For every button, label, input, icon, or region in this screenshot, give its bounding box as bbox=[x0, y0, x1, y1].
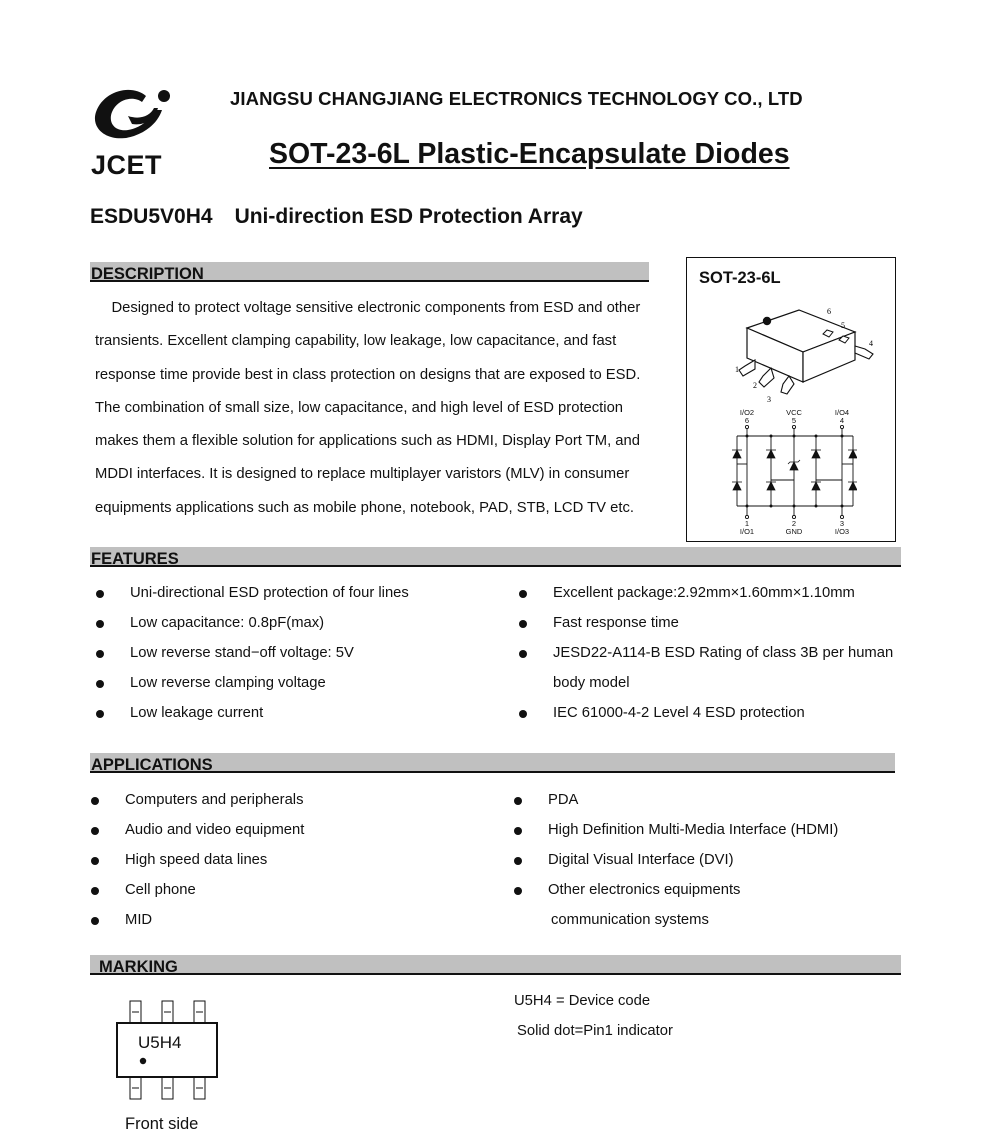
feature-text: JESD22-A114-B ESD Rating of class 3B per human bbox=[553, 645, 894, 661]
bullet-icon bbox=[514, 857, 522, 865]
list-item bbox=[519, 578, 893, 608]
feature-text: Fast response time bbox=[553, 615, 679, 631]
pin-number-label: 2 bbox=[753, 381, 757, 390]
application-text: Digital Visual Interface (DVI) bbox=[548, 852, 734, 868]
jcet-logo-icon bbox=[88, 86, 178, 151]
pin-number-label: 6 bbox=[827, 307, 831, 316]
pin-label-bottom: I/O3 bbox=[834, 527, 850, 536]
feature-text: Low leakage current bbox=[130, 705, 264, 721]
pin-label-top: I/O4 bbox=[834, 408, 850, 417]
marking-heading bbox=[90, 955, 901, 975]
application-text: MID bbox=[125, 912, 153, 928]
marking-heading-label: MARKING bbox=[99, 958, 178, 976]
feature-text: body model bbox=[553, 675, 630, 691]
pin-label-top: VCC bbox=[786, 408, 802, 417]
list-item bbox=[519, 698, 893, 728]
bullet-icon bbox=[96, 620, 104, 628]
features-list-left bbox=[96, 578, 409, 728]
list-item bbox=[96, 608, 409, 638]
list-item bbox=[514, 845, 838, 875]
features-list-right bbox=[519, 578, 893, 728]
list-item-continuation bbox=[519, 668, 893, 698]
list-item bbox=[519, 638, 893, 668]
description-paragraph bbox=[95, 292, 655, 525]
bullet-icon bbox=[519, 620, 527, 628]
bullet-icon bbox=[514, 797, 522, 805]
application-text: communication systems bbox=[551, 912, 709, 928]
pin1-dot-icon bbox=[140, 1058, 146, 1064]
list-item bbox=[96, 578, 409, 608]
pin-number-top: 6 bbox=[744, 416, 750, 425]
description-line: makes them a flexible solution for applications such as HDMI, Display Port TM, and bbox=[95, 433, 640, 450]
features-heading bbox=[90, 547, 901, 567]
bullet-icon bbox=[519, 650, 527, 658]
pin-number-bottom: 1 bbox=[744, 519, 750, 528]
device-code-mark: U5H4 bbox=[138, 1033, 182, 1052]
description-heading-label: DESCRIPTION bbox=[91, 265, 204, 283]
feature-text: Low capacitance: 0.8pF(max) bbox=[130, 615, 325, 631]
list-item bbox=[514, 785, 838, 815]
pin-label-bottom: I/O1 bbox=[739, 527, 755, 536]
list-item bbox=[91, 815, 304, 845]
feature-text: Low reverse clamping voltage bbox=[130, 675, 326, 691]
application-text: Other electronics equipments bbox=[548, 882, 741, 898]
pin-label-bottom: GND bbox=[785, 527, 803, 536]
package-label: SOT-23-6L bbox=[699, 269, 781, 287]
feature-text: Uni-directional ESD protection of four lines bbox=[130, 585, 409, 601]
pin-number-top: 5 bbox=[791, 416, 797, 425]
pin-number-label: 1 bbox=[735, 365, 739, 374]
bullet-icon bbox=[519, 590, 527, 598]
description-line: The combination of small size, low capacitance, and high level of ESD protection bbox=[95, 399, 624, 416]
bullet-icon bbox=[96, 590, 104, 598]
part-heading bbox=[90, 205, 583, 229]
features-heading-label: FEATURES bbox=[91, 550, 179, 568]
bullet-icon bbox=[514, 827, 522, 835]
bullet-icon bbox=[519, 710, 527, 718]
bullet-icon bbox=[96, 650, 104, 658]
description-line: equipments applications such as mobile phone, notebook, PAD, STB, LCD TV etc. bbox=[95, 499, 635, 516]
list-item bbox=[91, 875, 304, 905]
pin-number-bottom: 2 bbox=[791, 519, 797, 528]
list-item bbox=[519, 608, 893, 638]
pin-number-bottom: 3 bbox=[839, 519, 845, 528]
bullet-icon bbox=[91, 887, 99, 895]
application-text: Cell phone bbox=[125, 882, 196, 898]
list-item bbox=[96, 698, 409, 728]
feature-text: Excellent package:2.92mm×1.60mm×1.10mm bbox=[553, 585, 855, 601]
pin-number-label: 5 bbox=[841, 321, 845, 330]
marking-diagram bbox=[112, 998, 224, 1102]
marking-note-device-code: U5H4 = Device code bbox=[514, 993, 651, 1009]
pin-number-label: 4 bbox=[869, 339, 873, 348]
package-figure bbox=[686, 257, 896, 542]
bullet-icon bbox=[91, 797, 99, 805]
pin-number-top: 4 bbox=[839, 416, 845, 425]
applications-list-right bbox=[514, 785, 838, 935]
applications-list-left bbox=[91, 785, 304, 935]
application-text: Computers and peripherals bbox=[125, 792, 304, 808]
applications-heading-label: APPLICATIONS bbox=[91, 756, 213, 774]
part-number: ESDU5V0H4 bbox=[90, 205, 213, 228]
description-line: Designed to protect voltage sensitive electronic components from ESD and other bbox=[95, 300, 641, 316]
application-text: Audio and video equipment bbox=[125, 822, 305, 838]
pin-number-label: 3 bbox=[767, 395, 771, 404]
list-item bbox=[91, 845, 304, 875]
list-item-continuation bbox=[514, 905, 838, 935]
internal-schematic-diagram bbox=[727, 406, 857, 536]
marking-note-pin1: Solid dot=Pin1 indicator bbox=[517, 1023, 673, 1039]
list-item bbox=[96, 638, 409, 668]
description-line: MDDI interfaces. It is designed to replace multiplayer varistors (MLV) in consumer bbox=[95, 466, 630, 483]
bullet-icon bbox=[91, 827, 99, 835]
document-title: SOT-23-6L Plastic-Encapsulate Diodes bbox=[269, 138, 790, 170]
application-text: High Definition Multi-Media Interface (HDMI) bbox=[548, 822, 839, 838]
description-heading bbox=[90, 262, 649, 282]
list-item bbox=[96, 668, 409, 698]
bullet-icon bbox=[91, 857, 99, 865]
feature-text: Low reverse stand−off voltage: 5V bbox=[130, 645, 354, 661]
list-item bbox=[91, 905, 304, 935]
list-item bbox=[514, 815, 838, 845]
part-description: Uni-direction ESD Protection Array bbox=[234, 205, 583, 228]
bullet-icon bbox=[96, 680, 104, 688]
list-item bbox=[91, 785, 304, 815]
description-line: transients. Excellent clamping capability, low leakage, low capacitance, and fast bbox=[95, 333, 617, 350]
marking-caption: Front side bbox=[125, 1115, 199, 1133]
list-item bbox=[514, 875, 838, 905]
applications-heading bbox=[90, 753, 895, 773]
pin-label-top: I/O2 bbox=[739, 408, 755, 417]
company-name: JIANGSU CHANGJIANG ELECTRONICS TECHNOLOGY CO., LTD bbox=[230, 88, 803, 109]
feature-text: IEC 61000-4-2 Level 4 ESD protection bbox=[553, 705, 805, 721]
description-line: response time provide best in class protection on designs that are exposed to ESD. bbox=[95, 366, 641, 383]
package-3d-drawing bbox=[727, 300, 887, 410]
bullet-icon bbox=[91, 917, 99, 925]
logo-text: JCET bbox=[91, 150, 163, 180]
bullet-icon bbox=[514, 887, 522, 895]
application-text: PDA bbox=[548, 792, 579, 808]
bullet-icon bbox=[96, 710, 104, 718]
application-text: High speed data lines bbox=[125, 852, 268, 868]
